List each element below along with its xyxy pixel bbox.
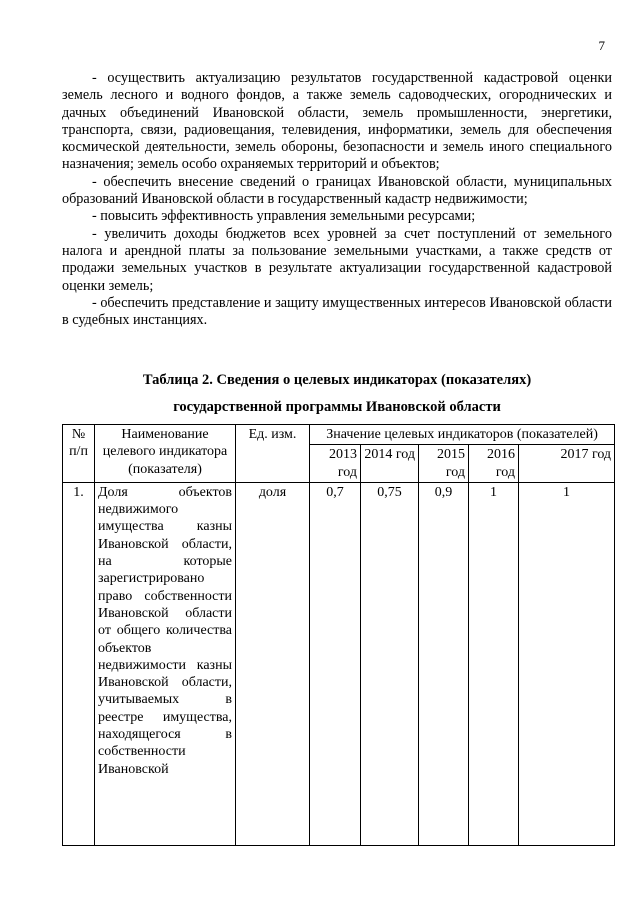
row-value-2013: 0,7 [310,482,361,845]
table-header-row [63,425,615,445]
row-value-2016: 1 [469,482,519,845]
header-unit: Ед. изм. [236,425,310,483]
paragraph: - обеспечить внесение сведений о границах Ивановской области, муниципальных образований Ивановской области в государственный кадастр недвижимости; [62,173,612,208]
row-indicator-name: Доля объектов недвижимого имущества казны Ивановской области, на которые зарегистрировано право собственности Ивановской области от общего количества объектов недвижимости казны Ивановской области, учитываемых в реестре имущества, находящегося в собственности Ивановской [95,482,236,845]
header-year-2017: 2017 год [519,445,615,483]
header-year-2014: 2014 год [361,445,419,483]
header-values-group: Значение целевых индикаторов (показателей) [310,425,615,445]
header-year-2016: 2016 год [469,445,519,483]
header-name: Наименование целевого индикатора (показателя) [95,425,236,483]
paragraph: - увеличить доходы бюджетов всех уровней за счет поступлений от земельного налога и арендной платы за пользование земельными участками, а также средств от продажи земельных участков в результате актуализации государственной кадастровой оценки земель; [62,225,612,294]
indicators-table [62,424,615,846]
table-subtitle: государственной программы Ивановской области [173,399,501,415]
table-title: Таблица 2. Сведения о целевых индикаторах (показателях) [142,372,532,388]
page-number: 7 [598,38,605,53]
row-num: 1. [63,482,95,845]
paragraph: - осуществить актуализацию результатов государственной кадастровой оценки земель лесного и водного фондов, а также земель садоводческих, огороднических и дачных объединений Ивановской области, земель промышленности, энергетики, транспорта, связи, радиовещания, телевидения, информатики, земель для обеспечения космической деятельности, земель обороны, безопасности и земель иного специального назначения; земель особо охраняемых территорий и объектов; [62,70,612,173]
row-value-2015: 0,9 [419,482,469,845]
body-text [62,70,612,329]
header-year-2015: 2015 год [419,445,469,483]
row-value-2017: 1 [519,482,615,845]
header-num: № п/п [63,425,95,483]
header-year-2013: 2013 год [310,445,361,483]
paragraph: - обеспечить представление и защиту имущественных интересов Ивановской области в судебных инстанциях. [62,294,612,329]
row-value-2014: 0,75 [361,482,419,845]
paragraph: - повысить эффективность управления земельными ресурсами; [92,208,476,225]
row-unit: доля [236,482,310,845]
table-row [63,482,615,845]
